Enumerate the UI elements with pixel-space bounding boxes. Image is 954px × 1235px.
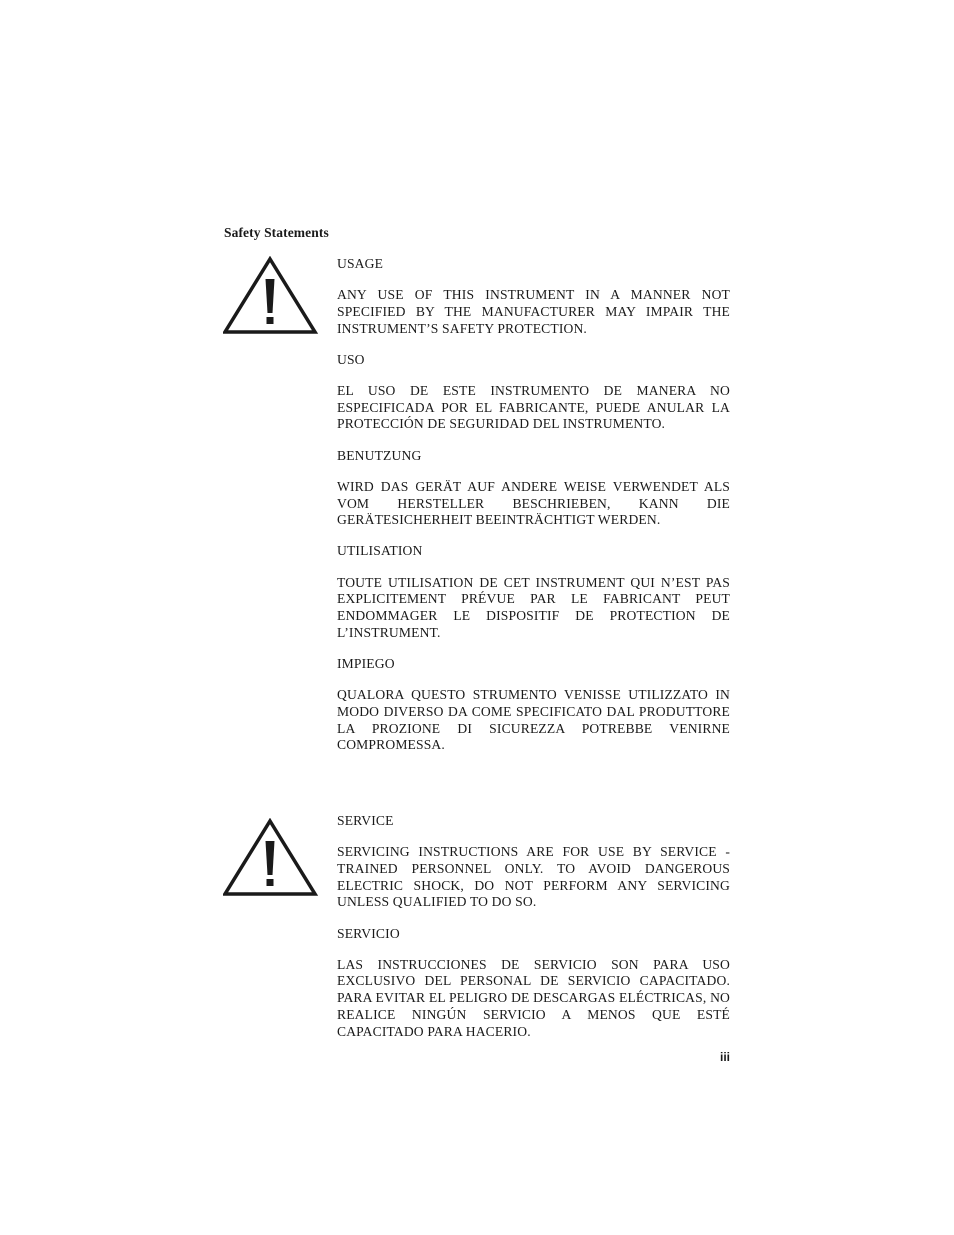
uso-heading: USO bbox=[337, 351, 365, 367]
page-number: iii bbox=[719, 1050, 730, 1064]
usage-text: ANY USE OF THIS INSTRUMENT IN A MANNER NOT SPECIFIED BY THE MANUFACTURER MAY IMPAIR THE INSTRUMENT’S SAFETY PROTECTION. bbox=[337, 287, 730, 336]
benutzung-heading: BENUTZUNG bbox=[337, 447, 422, 463]
servicio-heading: SERVICIO bbox=[337, 925, 400, 941]
uso-text: EL USO DE ESTE INSTRUMENTO DE MANERA NO ESPECIFICADA POR EL FABRICANTE, PUEDE ANULAR LA PROTECCIÓN DE SEGURIDAD DEL INSTRUMENTO. bbox=[337, 383, 730, 432]
safety-section-1 bbox=[337, 256, 730, 768]
warning-triangle-icon bbox=[223, 818, 319, 898]
service-heading: SERVICE bbox=[337, 813, 394, 828]
impiego-heading: IMPIEGO bbox=[337, 655, 395, 671]
benutzung-text: WIRD DAS GERÄT AUF ANDERE WEISE VERWENDET ALS VOM HERSTELLER BESCHRIEBEN, KANN DIE GERÄTESICHERHEIT BEEINTRÄCHTIGT WERDEN. bbox=[337, 478, 730, 528]
servicio-text: LAS INSTRUCCIONES DE SERVICIO SON PARA USO EXCLUSIVO DEL PERSONAL DE SERVICIO CAPACITADO. PARA EVITAR EL PELIGRO DE DESCARGAS ELÉCTRICAS, NO REALICE NINGÚN SERVICIO A MENOS QUE ESTÉ CAPACITADO PARA HACERIO. bbox=[337, 956, 730, 1039]
utilisation-heading: UTILISATION bbox=[337, 543, 423, 559]
page-title: Safety Statements bbox=[224, 225, 329, 240]
usage-heading: USAGE bbox=[337, 256, 384, 271]
service-text: SERVICING INSTRUCTIONS ARE FOR USE BY SERVICE - TRAINED PERSONNEL ONLY. TO AVOID DANGEROUS ELECTRIC SHOCK, DO NOT PERFORM ANY SERVICING UNLESS QUALIFIED TO DO SO. bbox=[337, 844, 730, 910]
impiego-text: QUALORA QUESTO STRUMENTO VENISSE UTILIZZATO IN MODO DIVERSO DA COME SPECIFICATO DAL PRODUTTORE LA PROZIONE DI SICUREZZA POTREBBE VENIRNE COMPROMESSA. bbox=[337, 687, 730, 753]
warning-triangle-icon bbox=[223, 256, 319, 336]
utilisation-text: TOUTE UTILISATION DE CET INSTRUMENT QUI N’EST PAS EXPLICITEMENT PRÉVUE PAR LE FABRICANT PEUT ENDOMMAGER LE DISPOSITIF DE PROTECTION DE L’INSTRUMENT. bbox=[337, 574, 730, 640]
safety-section-2 bbox=[337, 813, 730, 1055]
